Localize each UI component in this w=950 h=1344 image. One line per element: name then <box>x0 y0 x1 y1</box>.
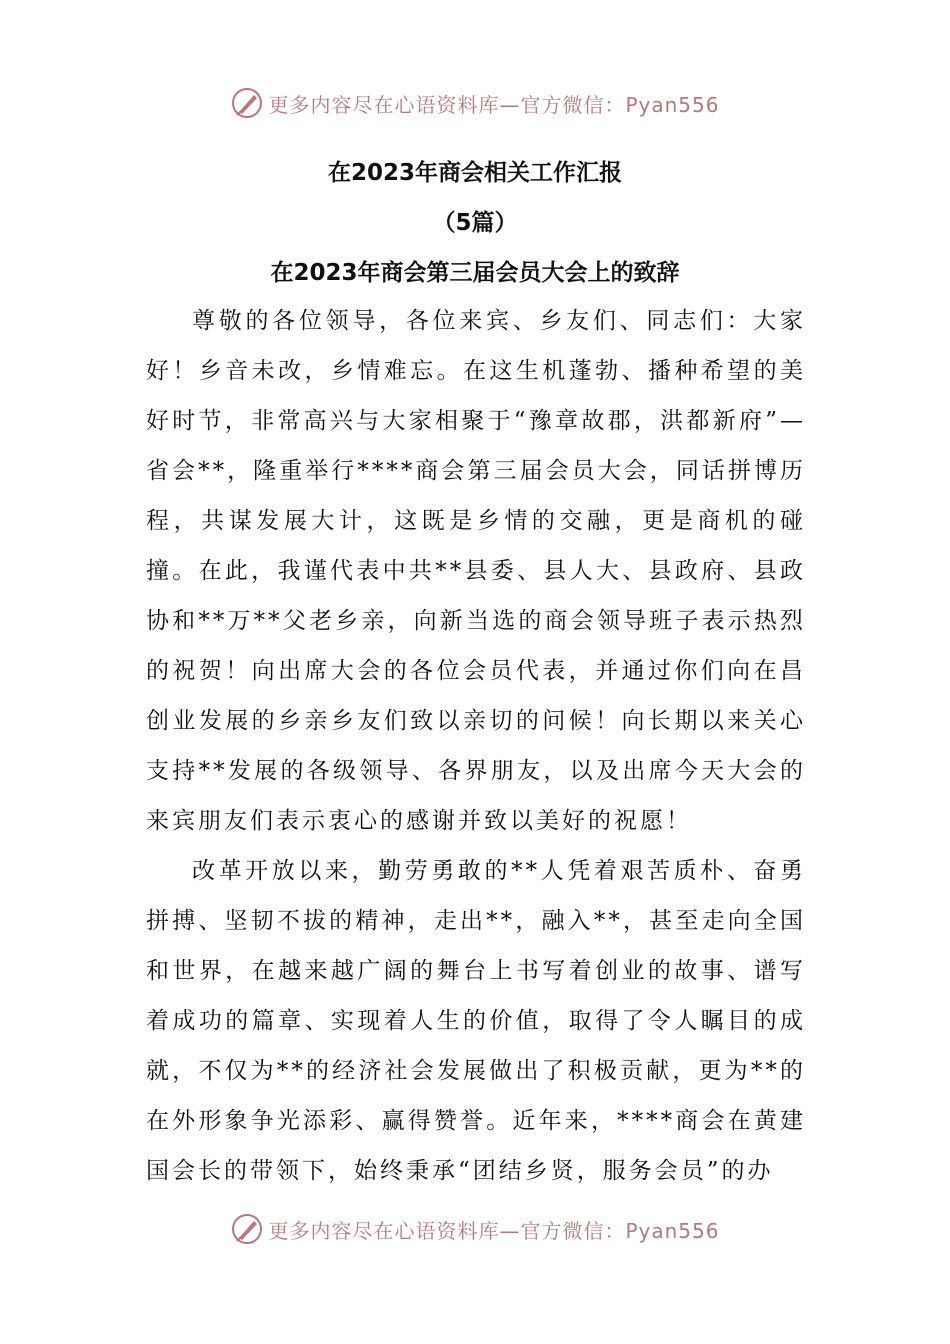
watermark-text: 更多内容尽在心语资料库—官方微信：Pyan556 <box>268 1218 720 1243</box>
watermark-header <box>0 83 950 123</box>
paragraph: 尊敬的各位领导，各位来宾、乡友们、同志们：大家好！乡音未改，乡情难忘。在这生机蓬勃、播种希望的美好时节，非常高兴与大家相聚于“豫章故郡，洪都新府”—省会**，隆重举行****商会第三届会员大会，同话拼博历程，共谋发展大计，这既是乡情的交融，更是商机的碰撞。在此，我谨代表中共**县委、县人大、县政府、县政协和**万**父老乡亲，向新当选的商会领导班子表示热烈的祝贺！向出席大会的各位会员代表，并通过你们向在昌创业发展的乡亲乡友们致以亲切的问候！向长期以来关心支持**发展的各级领导、各界朋友，以及出席今天大会的来宾朋友们表示衷心的感谢并致以美好的祝愿！ <box>146 308 806 834</box>
paragraph: 改革开放以来，勤劳勇敢的**人凭着艰苦质朴、奋勇拼搏、坚韧不拔的精神，走出**，融入**，甚至走向全国和世界，在越来越广阔的舞台上书写着创业的故事、谱写着成功的篇章、实现着人生的价值，取得了令人瞩目的成就，不仅为**的经济社会发展做出了积极贡献，更为**的在外形象争光添彩、赢得赞誉。近年来，****商会在黄建国会长的带领下，始终秉承“团结乡贤，服务会员”的办 <box>146 858 806 1184</box>
document-subtitle: （5篇） <box>432 210 518 236</box>
watermark-footer <box>0 1209 950 1249</box>
document-title: 在2023年商会相关工作汇报 <box>327 160 622 186</box>
quill-logo-icon <box>230 86 264 120</box>
document-body <box>146 296 806 1196</box>
section-title: 在2023年商会第三届会员大会上的致辞 <box>270 260 680 286</box>
watermark-text: 更多内容尽在心语资料库—官方微信：Pyan556 <box>268 92 720 117</box>
quill-logo-icon <box>230 1212 264 1246</box>
